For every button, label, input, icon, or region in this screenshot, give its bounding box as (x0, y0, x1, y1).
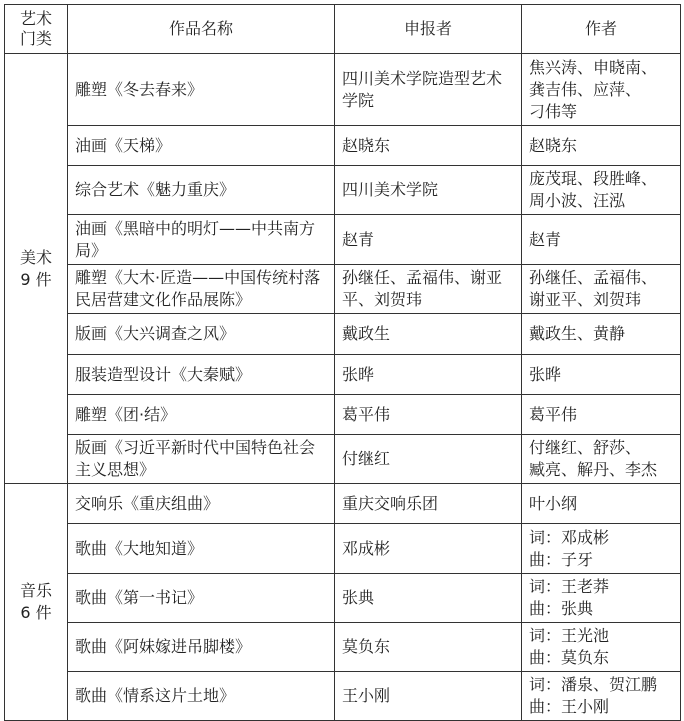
applicant-cell: 重庆交响乐团 (335, 484, 522, 524)
author-line: 张晔 (529, 364, 562, 384)
table-row (5, 435, 681, 484)
work-cell: 雕塑《团·结》 (68, 395, 335, 435)
work-cell: 油画《天梯》 (68, 126, 335, 166)
table-row (5, 166, 681, 215)
header-category (5, 5, 68, 54)
author-line: 戴政生、黄静 (529, 324, 626, 343)
author-line: 词：王光池 (529, 626, 610, 645)
author-line: 龚吉伟、应萍、 (529, 79, 642, 99)
table-row (5, 395, 681, 435)
work-cell: 歌曲《情系这片土地》 (68, 672, 335, 721)
work-cell: 版画《大兴调查之风》 (68, 314, 335, 355)
author-line: 付继红、舒莎、 (529, 438, 642, 457)
author-cell (522, 265, 681, 314)
table-row (5, 524, 681, 574)
author-line: 曲：张典 (529, 599, 594, 618)
work-cell: 歌曲《大地知道》 (68, 524, 335, 574)
table-row (5, 623, 681, 672)
header-applicant: 申报者 (335, 5, 522, 54)
author-line: 周小波、汪泓 (529, 191, 626, 210)
author-cell (522, 166, 681, 215)
category-label: 美术 (19, 247, 52, 267)
work-cell: 版画《习近平新时代中国特色社会主义思想》 (68, 435, 335, 484)
author-cell (522, 524, 681, 574)
awards-table (4, 4, 681, 721)
author-line: 葛平伟 (529, 404, 578, 424)
author-cell (522, 126, 681, 166)
author-line: 刁伟等 (529, 101, 578, 121)
author-line: 曲：王小刚 (529, 697, 610, 716)
category-count: 9 件 (20, 269, 52, 289)
category-cell-music (5, 484, 68, 721)
category-label: 音乐 (19, 581, 52, 600)
work-cell: 雕塑《大木·匠造——中国传统村落民居营建文化作品展陈》 (68, 265, 335, 314)
category-cell-art (5, 54, 68, 484)
applicant-cell: 邓成彬 (335, 524, 522, 574)
work-cell: 油画《黑暗中的明灯——中共南方局》 (68, 215, 335, 265)
applicant-cell: 张典 (335, 574, 522, 623)
author-line: 谢亚平、刘贺玮 (529, 290, 642, 309)
table-row (5, 215, 681, 265)
author-cell (522, 54, 681, 126)
author-line: 词：邓成彬 (529, 527, 610, 547)
author-line: 词：王老莽 (529, 577, 610, 596)
applicant-cell: 赵晓东 (335, 126, 522, 166)
work-cell: 交响乐《重庆组曲》 (68, 484, 335, 524)
work-cell: 服装造型设计《大秦赋》 (68, 355, 335, 395)
author-line: 曲：莫负东 (529, 648, 610, 667)
work-cell: 综合艺术《魅力重庆》 (68, 166, 335, 215)
author-cell (522, 623, 681, 672)
author-cell (522, 355, 681, 395)
table-row (5, 484, 681, 524)
work-cell: 雕塑《冬去春来》 (68, 54, 335, 126)
work-cell: 歌曲《阿妹嫁进吊脚楼》 (68, 623, 335, 672)
author-cell (522, 215, 681, 265)
author-line: 赵青 (529, 229, 562, 249)
author-line: 庞茂琨、段胜峰、 (529, 169, 658, 188)
table-row (5, 265, 681, 314)
applicant-cell: 葛平伟 (335, 395, 522, 435)
header-author: 作者 (522, 5, 681, 54)
applicant-cell: 四川美术学院 (335, 166, 522, 215)
applicant-cell: 张晔 (335, 355, 522, 395)
author-line: 焦兴涛、申晓南、 (529, 57, 658, 77)
table-row (5, 126, 681, 166)
table-row (5, 355, 681, 395)
author-line: 曲：子牙 (529, 549, 594, 569)
table-row (5, 54, 681, 126)
author-cell (522, 484, 681, 524)
header-category-text: 艺术 门类 (19, 9, 52, 48)
author-cell (522, 395, 681, 435)
applicant-cell: 付继红 (335, 435, 522, 484)
applicant-cell: 莫负东 (335, 623, 522, 672)
author-cell (522, 314, 681, 355)
author-line: 赵晓东 (529, 135, 578, 155)
author-line: 叶小纲 (529, 493, 578, 513)
applicant-cell: 四川美术学院造型艺术学院 (335, 54, 522, 126)
author-line: 词：潘泉、贺江鹏 (529, 675, 658, 694)
author-cell (522, 435, 681, 484)
work-cell: 歌曲《第一书记》 (68, 574, 335, 623)
applicant-cell: 赵青 (335, 215, 522, 265)
applicant-cell: 王小刚 (335, 672, 522, 721)
author-cell (522, 574, 681, 623)
category-count: 6 件 (20, 603, 52, 622)
applicant-cell: 孙继任、孟福伟、谢亚平、刘贺玮 (335, 265, 522, 314)
author-line: 臧亮、解丹、李杰 (529, 460, 658, 479)
author-cell (522, 672, 681, 721)
table-row (5, 672, 681, 721)
header-work: 作品名称 (68, 5, 335, 54)
header-row (5, 5, 681, 54)
table-row (5, 574, 681, 623)
table-row (5, 314, 681, 355)
author-line: 孙继任、孟福伟、 (529, 268, 658, 287)
applicant-cell: 戴政生 (335, 314, 522, 355)
